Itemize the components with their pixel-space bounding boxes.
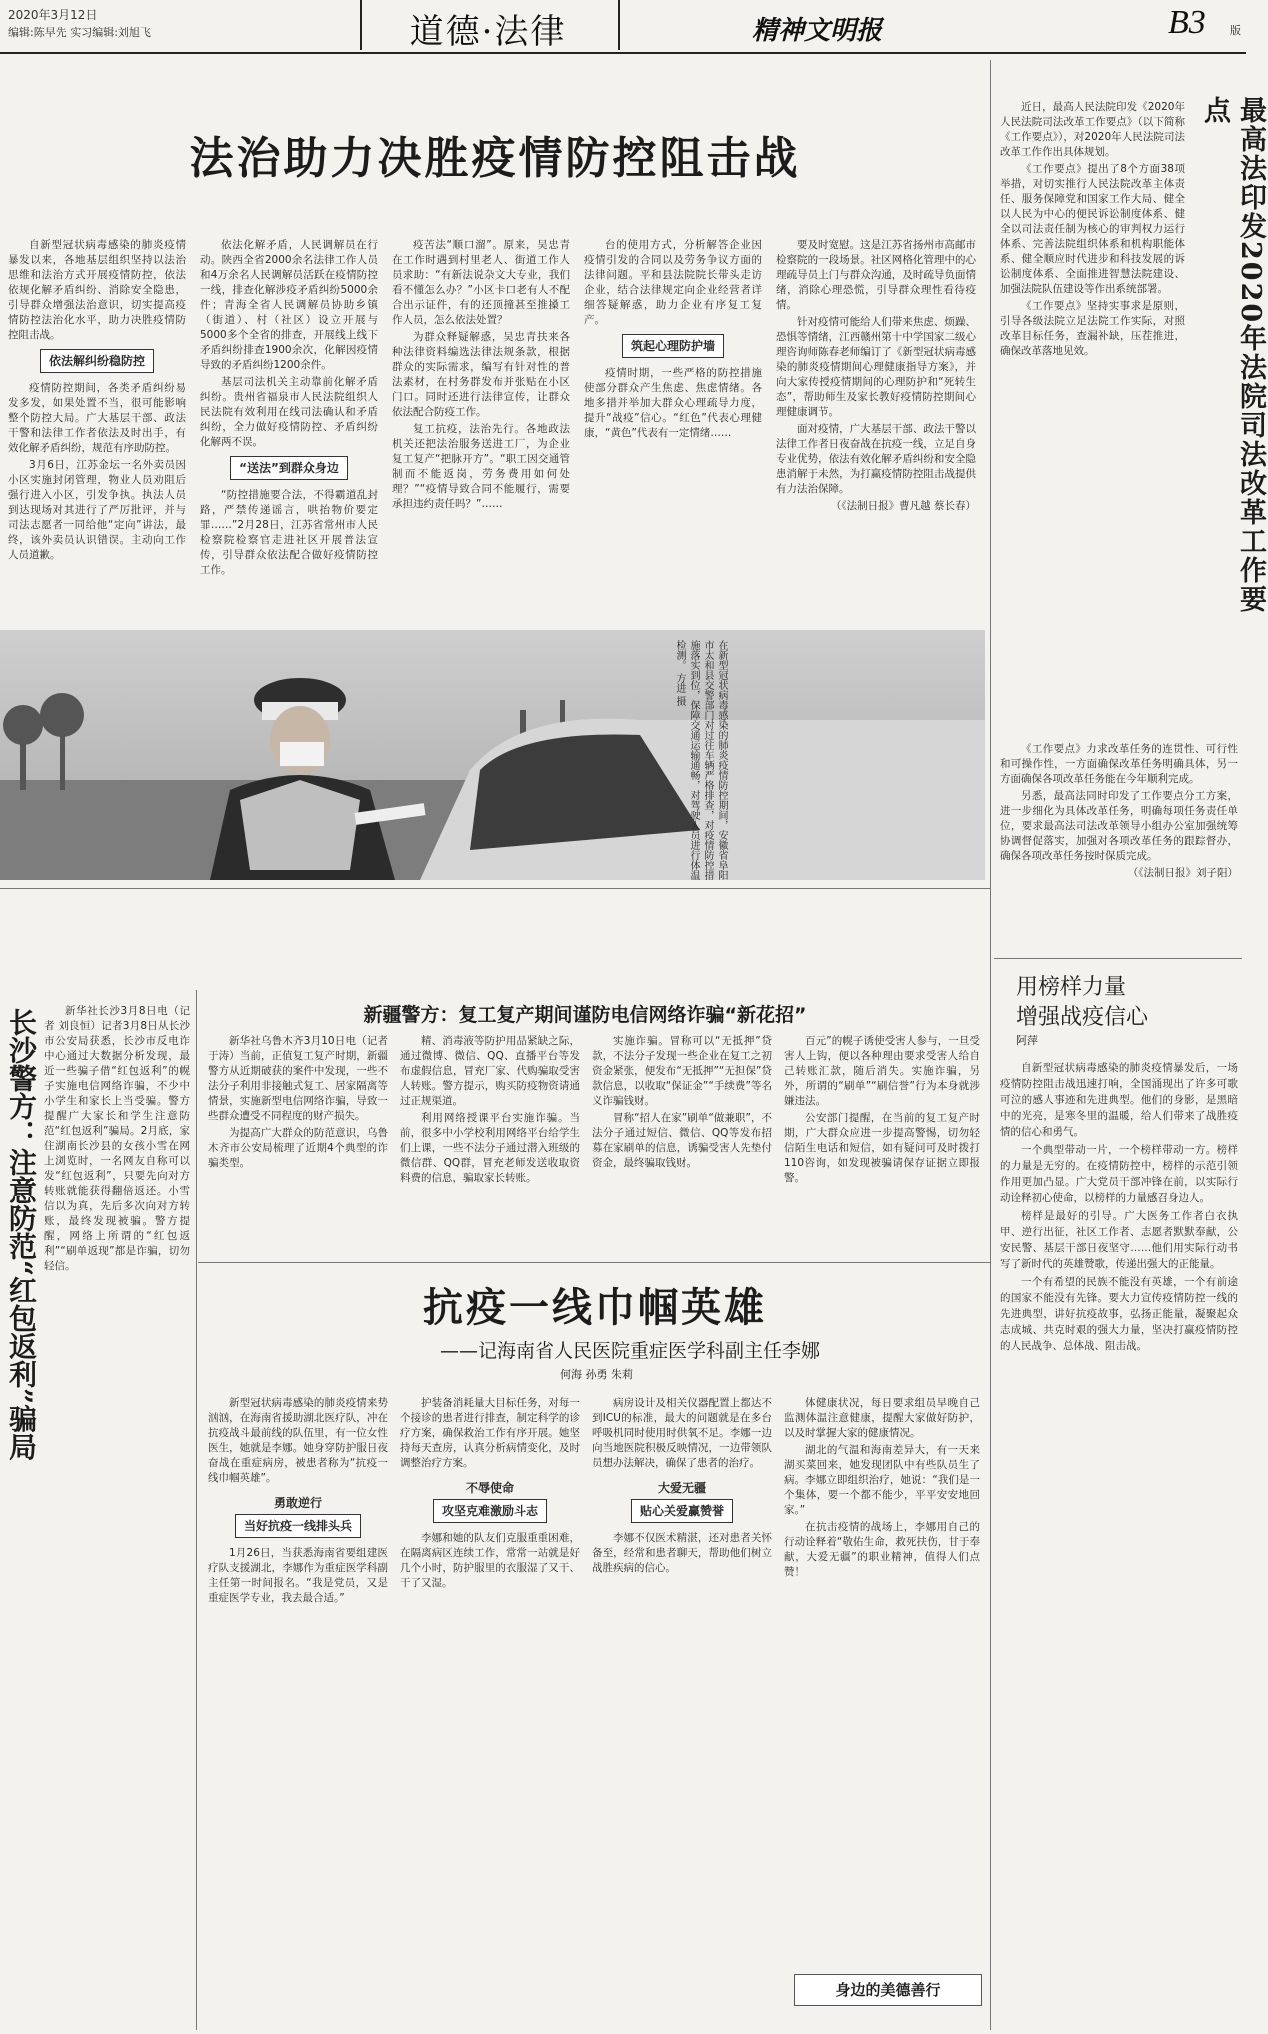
hero-c4c: 在抗击疫情的战场上，李娜用自己的行动诠释着“敬佑生命，救死扶伤，甘于奉献，大爱无疆”的职业精神，值得人们点赞！ <box>784 1521 980 1578</box>
editorial-author: 阿萍 <box>1016 1034 1038 1047</box>
hero-c3b: 李娜不仅医术精湛，还对患者关怀备至，经常和患者聊天，帮助他们树立战胜疾病的信心。 <box>592 1532 772 1574</box>
lead-col2 <box>200 238 378 610</box>
right-headline: 最高法印发2020年法院司法改革工作要点 <box>1199 96 1266 615</box>
lead-intro: 自新型冠状病毒感染的肺炎疫情暴发以来，各地基层组织坚持以法治思维和法治方式开展疫情防控，依法依规化解矛盾纠纷、消除安全隐患，引导群众增强法治意识，切实提高疫情防控法治化水平，助力决胜疫情防控阻击战。 <box>8 239 186 341</box>
hero-col3 <box>592 1396 772 2026</box>
right-p5: 另悉，最高法同时印发了工作要点分工方案，进一步细化为具体改革任务，明确每项任务责任单位，要求最高法司法改革领导小组办公室加强统筹协调督促落实，加强对各项改革任务的跟踪督办，确保各项改革任务按时保质完成。 <box>1000 790 1238 862</box>
hero-sub2b: 攻坚克难激励斗志 <box>433 1499 547 1523</box>
xinjiang-col1 <box>208 1034 388 1254</box>
masthead: 精神文明报 <box>752 16 883 46</box>
xinjiang-c4: 百元”的幌子诱使受害人参与，一旦受害人上钩，便以各种理由要求受害人给自己转账汇款，随后消失。实施诈骗，另外，所谓的“刷单”“刷信誉”行为本身就涉嫌违法。 <box>784 1035 980 1107</box>
hero-col4 <box>784 1396 980 1956</box>
lead-col5 <box>776 238 976 610</box>
lead-col3-b: 为群众释疑解惑，吴忠青扶来各种法律资料编选法律法规条款，根据群众的实际需求，编写有针对性的普法素材，在村务群发布并张贴在小区门口。同时还进行法律宣传，让群众依法配合防疫工作。 <box>392 331 570 418</box>
photo-bottom-rule <box>0 888 990 889</box>
lead-col5-b: 针对疫情可能给人们带来焦虑、烦躁、恐惧等情绪，江西赣州第十中学国家二级心理咨询师陈春老师编订了《新型冠状病毒感染的肺炎疫情期间心理健康指导方案》，并向大家传授疫情期间的心理防护和“死转生态”，帮助师生及家长教好疫情防控期间心理健康调节。 <box>776 316 976 418</box>
page-number: B3 <box>1168 4 1206 41</box>
editorial-title-1: 用榜样力量 <box>1016 975 1127 1000</box>
hero-subtitle: ——记海南省人民医院重症医学科副主任李娜 <box>440 1340 821 1362</box>
hero-headline: 抗疫一线巾帼英雄 <box>423 1285 767 1331</box>
changsha-divider <box>196 990 197 2030</box>
lead-col3 <box>392 238 570 610</box>
lead-headline: 法治助力决胜疫情防控阻击战 <box>189 133 801 184</box>
hero-sub3b: 贴心关爱赢赞誉 <box>631 1499 733 1523</box>
hero-c2: 护装备消耗量大目标任务，对每一个接诊的患者进行排查，制定科学的诊疗方案，确保救治工作有序开展。她坚持每天查房，认真分析病情变化，及时调整治疗方案。 <box>400 1397 580 1469</box>
lead-col1 <box>8 238 186 610</box>
header-rule <box>0 52 1246 54</box>
hero-c4b: 湖北的气温和海南差异大，有一天来湖买菜回来，她发现团队中有些队员生了病。李娜立即组织治疗，她说：“我们是一个集体，要一个都不能少，平平安安地回家。” <box>784 1444 980 1516</box>
police-photo-svg <box>0 630 985 880</box>
xinjiang-col4 <box>784 1034 980 1254</box>
hero-col2 <box>400 1396 580 2026</box>
lead-col4-a: 台的使用方式，分析解答企业因疫情引发的合同以及劳务争议方面的法律问题。平和县法院院长带头走访企业，结合法律规定向企业经营者详细答疑解惑，助力企业有序复工复产。 <box>584 239 762 326</box>
lead-p1: 疫情防控期间，各类矛盾纠纷易发多发，如果处置不当，很可能影响整个防控大局。广大基层干部、政法干警和法律工作者依法及时出手，有效化解矛盾纠纷，规范有序助防控。 <box>8 382 186 454</box>
xinjiang-col3 <box>592 1034 772 1254</box>
right-p2: 《工作要点》提出了8个方面38项举措，对切实推行人民法院改革主体责任、服务保障党和国家工作大局、健全以人民为中心的便民诉讼制度体系、健全以司法责任制为核心的审判权力运行体系、完善法院组织体系和机构职能体系、健全顺应时代进步和科技发展的诉讼制度体系、全面推进智慧法院建设、加强法院队伍建设等作出系统部署。 <box>1000 163 1185 295</box>
police-photo <box>0 630 985 880</box>
lead-col2-b: 基层司法机关主动靠前化解矛盾纠纷。贵州省福泉市人民法院组织人民法院有效利用在线司法确认和矛盾纠纷，全力做好疫情防控、矛盾纠纷化解两不误。 <box>200 376 378 448</box>
hero-top-rule <box>198 1262 990 1263</box>
lead-credit: （《法制日报》曹凡越 蔡长春） <box>830 500 976 512</box>
hero-c4: 体健康状况，每日要求组员早晚自己监测体温注意健康，提醒大家做好防护，以及时掌握大家的健康情况。 <box>784 1397 980 1439</box>
xinjiang-c2: 精、消毒液等防护用品紧缺之际，通过微博、微信、QQ、直播平台等发布虚假信息，冒充厂家、代购骗取受害人转账。警方提示，购买防疫物资请通过正规渠道。 <box>400 1035 580 1107</box>
lead-sub2: “送法”到群众身边 <box>230 456 348 480</box>
hero-c1: 新型冠状病毒感染的肺炎疫情来势汹汹，在海南省援助湖北医疗队，冲在抗疫战斗最前线的队伍里，有一位女性医生，她就是李娜。她身穿防护服日夜奋战在重症病房，被患者称为“抗疫一线巾帼英雄”。 <box>208 1397 388 1484</box>
editorial-p2: 一个典型带动一片，一个榜样带动一方。榜样的力量是无穷的。在疫情防控中，榜样的示范引领作用更加凸显。广大党员干部冲锋在前，以实际行动诠释初心使命，以榜样的力量感召身边人。 <box>1000 1144 1238 1204</box>
header-date: 2020年3月12日 <box>8 8 98 22</box>
hero-sub1: 勇敢逆行 <box>273 1496 322 1510</box>
editorial-p4: 一个有希望的民族不能没有英雄，一个有前途的国家不能没有先锋。要大力宣传疫情防控一线的先进典型，讲好抗疫故事，弘扬正能量，凝聚起众志成城、共克时艰的强大力量，坚决打赢疫情防控的人民战争、总体战、阻击战。 <box>1000 1276 1238 1352</box>
xinjiang-c2b: 利用网络授课平台实施诈骗。当前，很多中小学校利用网络平台给学生们上课，一些不法分子通过潜入班级的微信群、QQ群，冒充老师发送收取资料费的信息，骗取家长转账。 <box>400 1112 580 1184</box>
lead-col5-c: 面对疫情，广大基层干部、政法干警以法律工作者日夜奋战在抗疫一线，立足自身专业优势，依法有效化解矛盾纠纷和安全隐患消解于未然，为打赢疫情防控阻击战提供有力法治保障。 <box>776 423 976 495</box>
lead-sub1: 依法解纠纷稳防控 <box>40 349 154 373</box>
photo-caption: 在新型冠状病毒感染的肺炎疫情防控期间，安徽省阜阳市太和县交警部门对过往车辆严格排查，对疫情防控措施落实到位，保障交通运输通畅，对驾驶人员进行体温检测。 方进 摄 <box>674 640 727 880</box>
changsha-text: 新华社长沙3月8日电（记者 刘良恒）记者3月8日从长沙市公安局获悉，长沙市反电诈中心通过大数据分析发现，最近一些骗子借“红包返利”的幌子实施电信网络诈骗，不少中小学生和家长上当受骗。警方提醒广大家长和学生注意防范“红包返利”骗局。2月底，家住湖南长沙县的女孩小雪在网上浏览时，一名网友自称可以发“红包返利”，只要先向对方转账就能获得翻倍返还。小雪信以为真，先后多次向对方转账，最终发现被骗。警方提醒，网络上所谓的“红包返利”“刷单返现”都是诈骗，切勿轻信。 <box>44 1005 190 1272</box>
hero-sub1b: 当好抗疫一线排头兵 <box>235 1514 361 1538</box>
right-p4: 《工作要点》力求改革任务的连贯性、可行性和可操作性，一方面确保改革任务明确具体，另一方面确保各项改革任务能在今年顺利完成。 <box>1000 743 1238 785</box>
right-p3: 《工作要点》坚持实事求是原则，引导各级法院立足法院工作实际，对照改革目标任务，查漏补缺，压茬推进，确保改革落地见效。 <box>1000 300 1185 357</box>
changsha-body <box>44 1004 190 2024</box>
right-divider <box>990 60 991 2030</box>
lead-p2: 3月6日，江苏金坛一名外卖员因小区实施封闭管理，物业人员劝阻后强行进入小区，引发争执。执法人员到达现场对其进行了严厉批评，并与司法志愿者一同给他“定向”讲法，最终，该外卖员认识错误。主动向工作人员道歉。 <box>8 459 186 561</box>
lead-col2-c: “防控措施要合法，不得霸道乱封路，严禁传递谣言，哄抬物价要定罪……”2月28日，江苏省常州市人民检察院检察官走进社区开展普法宣传，引导群众依法配合做好疫情防控工作。 <box>200 489 378 576</box>
xinjiang-col2 <box>400 1034 580 1254</box>
right-p1: 近日，最高人民法院印发《2020年人民法院司法改革工作要点》（以下简称《工作要点》），对2020年人民法院司法改革工作作出具体规划。 <box>1000 101 1185 158</box>
right-body <box>1000 100 1185 740</box>
lead-col3-a: 疫苦法“顺口溜”。原来，吴忠青在工作时遇到村里老人、街道工作人员求助：“有新法说杂文大专业，我们看不懂怎么办？”小区卡口老有人不配合出示证件，有的还顶撞甚至推搡工作人员，怎么依法处置？ <box>392 239 570 326</box>
lead-col4-b: 疫情时期，一些严格的防控措施使部分群众产生焦虑、焦虑情绪。各地多措并举加大群众心理疏导力度，提升“战疫”信心。“红色”代表心理健康，“黄色”代表有一定情绪…… <box>584 367 762 439</box>
xinjiang-c3b: 冒称“招人在家”刷单“做兼职”，不法分子通过短信、微信、QQ等发布招募在家刷单的信息，诱骗受害人先垫付资金，最终骗取钱财。 <box>592 1112 772 1169</box>
lead-col4 <box>584 238 762 610</box>
hero-c3: 病房设计及相关仪器配置上都达不到ICU的标准，最大的问题就是在多台呼吸机同时使用时供氧不足。李娜一边向当地医院积极反映情况，一边带领队员想办法解决，确保了患者的治疗。 <box>592 1397 772 1469</box>
changsha-headline: 长沙警方：注意防范“红包返利”骗局 <box>5 1008 38 1461</box>
editorial-p3: 榜样是最好的引导。广大医务工作者白衣执甲、逆行出征，社区工作者、志愿者默默奉献，公安民警、基层干部日夜坚守……他们用实际行动书写了新时代的英雄赞歌，传递出强大的正能量。 <box>1000 1210 1238 1270</box>
hero-c1b: 1月26日，当获悉海南省要组建医疗队支援湖北，李娜作为重症医学科副主任第一时间报名。“我是党员，又是重症医学专业，我去最合适。” <box>208 1547 388 1604</box>
xinjiang-c3: 实施诈骗。冒称可以“无抵押”贷款，不法分子发现一些企业在复工之初资金紧张，便发布“无抵押”“无担保”贷款信息，以收取“保证金”“手续费”等名义诈骗钱财。 <box>592 1035 772 1107</box>
right-body-2 <box>1000 742 1238 952</box>
page-suffix: 版 <box>1230 24 1241 37</box>
lead-col5-a: 要及时宽慰。这是江苏省扬州市高邮市检察院的一段场景。社区网格化管理中的心理疏导员上门与群众沟通，及时疏导负面情绪，消除心理恐慌，引导群众理性看待疫情。 <box>776 239 976 311</box>
right-rule <box>994 958 1242 959</box>
lead-col3-c: 复工抗疫，法治先行。各地政法机关还把法治服务送进工厂，为企业复工复产“把脉开方”。“职工因交通管制而不能返岗，劳务费用如何处理？”“疫情导致合同不能履行，需要承担违约责任吗？”…… <box>392 423 570 510</box>
xinjiang-c1b: 为提高广大群众的防范意识，乌鲁木齐市公安局梳理了近期4个典型的诈骗类型。 <box>208 1127 388 1169</box>
editorial-body <box>1000 1060 1238 2026</box>
xinjiang-c4b: 公安部门提醒，在当前的复工复产时期，广大群众应进一步提高警惕，切勿轻信陌生电话和短信，如有疑问可及时拨打110咨询，如发现被骗请保存证据立即报警。 <box>784 1112 980 1184</box>
hero-col1 <box>208 1396 388 2026</box>
hero-sub2: 不辱使命 <box>465 1481 514 1495</box>
xinjiang-c1: 新华社乌鲁木齐3月10日电（记者 于涛）当前，正值复工复产时期，新疆警方从近期破获的案件中发现，一些不法分子利用非接触式复工、居家隔离等情景，实施新型电信网络诈骗，导致一些群众遭受不同程度的财产损失。 <box>208 1035 388 1122</box>
hero-c2b: 李娜和她的队友们克服重重困难，在隔离病区连续工作，常常一站就是好几个小时，防护服里的衣服湿了又干、干了又湿。 <box>400 1532 580 1589</box>
header-editors: 编辑:陈早先 实习编辑:刘旭飞 <box>8 26 151 39</box>
hero-sub3: 大爱无疆 <box>657 1481 706 1495</box>
lead-col2-a: 依法化解矛盾，人民调解员在行动。陕西全省2000余名法律工作人员和4万余名人民调解员活跃在疫情防控一线，排查化解涉疫矛盾纠纷5000余件；青海全省人民调解员协助乡镇（街道）、村（社区）设立开展与5000多个全省的排查，开展线上线下矛盾纠纷排查1900余次，化解因疫情导致的矛盾纠纷1200余件。 <box>200 239 378 371</box>
editorial-p1: 自新型冠状病毒感染的肺炎疫情暴发后，一场疫情防控阻击战迅速打响，全国涌现出了许多可歌可泣的感人事迹和先进典型。他们的身影，是黑暗中的光亮，是寒冬里的温暖，给人们带来了战胜疫情的信心和勇气。 <box>1000 1062 1238 1138</box>
section-title: 道德·法律 <box>409 12 567 52</box>
hero-authors: 何海 孙勇 朱莉 <box>560 1368 633 1381</box>
editorial-title-2: 增强战疫信心 <box>1016 1005 1149 1030</box>
xinjiang-headline: 新疆警方：复工复产期间谨防电信网络诈骗“新花招” <box>363 1004 807 1026</box>
lead-sub3: 筑起心理防护墙 <box>622 334 724 358</box>
virtue-box: 身边的美德善行 <box>794 1974 982 2006</box>
right-credit: （《法制日报》刘子阳） <box>1127 867 1238 879</box>
